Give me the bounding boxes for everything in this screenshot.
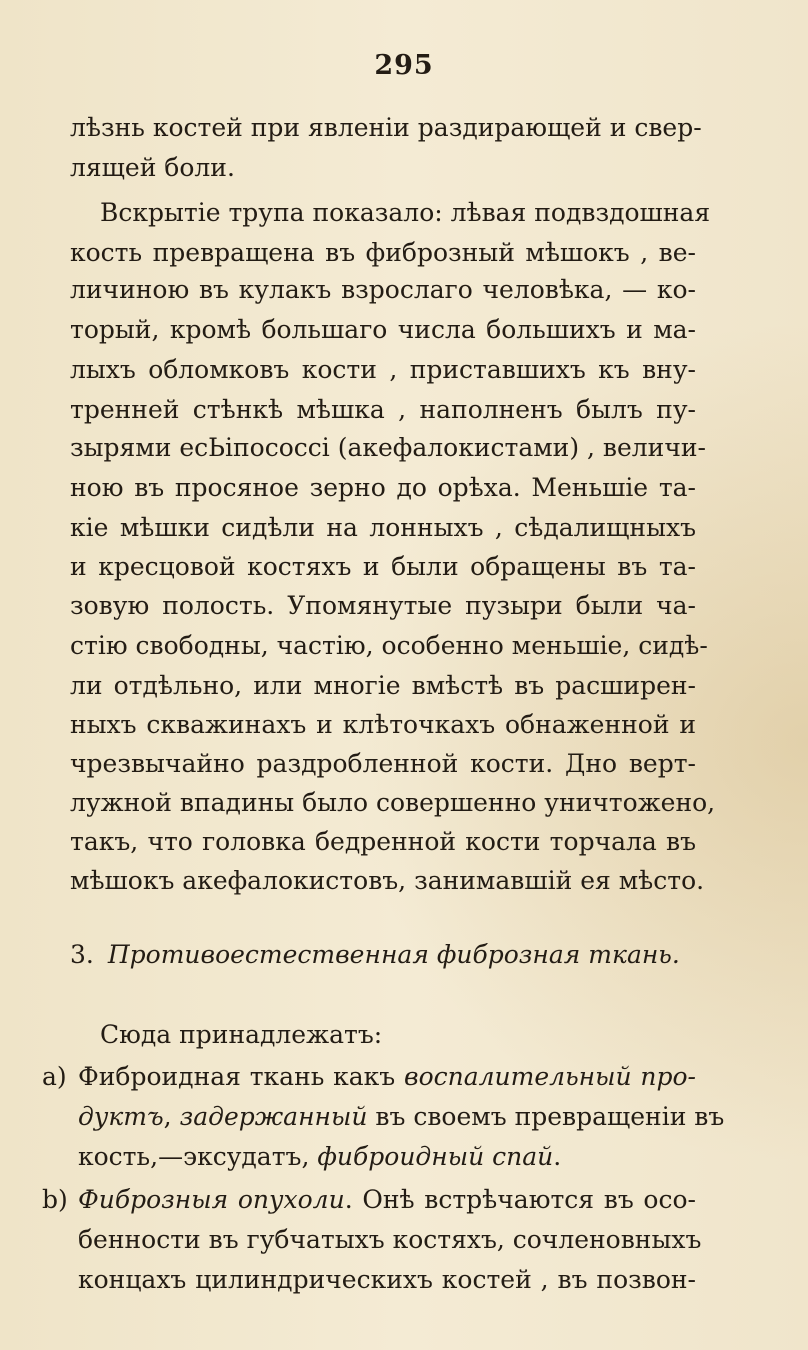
text-span: , bbox=[163, 1102, 180, 1131]
text-span: Фиброидная ткань какъ bbox=[78, 1062, 405, 1091]
item-b-line-2: бенности въ губчатыхъ костяхъ, сочленовныхъ bbox=[78, 1225, 702, 1254]
text-line: чрезвычайно раздробленной кости. Дно верт- bbox=[70, 749, 696, 778]
text-line: стію свободны, частію, особенно меньшіе, сидѣ- bbox=[70, 631, 708, 660]
text-line: ли отдѣльно, или многіе вмѣстѣ въ расширен- bbox=[70, 671, 696, 700]
text-line: Вскрытіе трупа показало: лѣвая подвздошная bbox=[100, 198, 711, 227]
text-span: въ своемъ превращеніи въ bbox=[367, 1102, 725, 1131]
text-line: личиною въ кулакъ взрослаго человѣка, — ко- bbox=[70, 275, 696, 304]
text-line: такъ, что головка бедренной кости торчала въ bbox=[70, 827, 696, 856]
section-title: Противоестественная фиброзная ткань. bbox=[107, 940, 680, 969]
section-number: 3. bbox=[70, 940, 94, 969]
page-number: 295 bbox=[374, 50, 434, 81]
text-line: лужной впадины было совершенно уничтожено, bbox=[70, 788, 716, 817]
italic-span: Фиброзныя опухоли bbox=[78, 1185, 345, 1214]
list-marker-a: a) bbox=[42, 1062, 67, 1091]
text-span: кость,—эксудатъ, bbox=[78, 1142, 318, 1171]
text-line: ною въ просяное зерно до орѣха. Меньшіе та- bbox=[70, 473, 696, 502]
italic-span: воспалительный про- bbox=[404, 1062, 697, 1091]
italic-span: фиброидный спай bbox=[317, 1142, 554, 1171]
text-line: ныхъ скважинахъ и клѣточкахъ обнаженной и bbox=[70, 710, 696, 739]
list-marker-b: b) bbox=[42, 1185, 68, 1214]
text-line: торый, кромѣ большаго числа большихъ и ма- bbox=[70, 315, 696, 344]
text-line: зырями есЬіпососсі (акефалокистами) , величи- bbox=[70, 433, 706, 462]
item-a-line-2 bbox=[78, 1097, 725, 1137]
section-heading bbox=[70, 935, 680, 975]
italic-span: дуктъ bbox=[78, 1102, 164, 1131]
text-line: и кресцовой костяхъ и были обращены въ та- bbox=[70, 552, 696, 581]
text-line: лящей боли. bbox=[70, 153, 235, 182]
intro-line: Сюда принадлежатъ: bbox=[100, 1020, 383, 1049]
text-line: кіе мѣшки сидѣли на лонныхъ , сѣдалищныхъ bbox=[70, 513, 696, 542]
item-a-line-3 bbox=[78, 1137, 696, 1177]
text-line: тренней стѣнкѣ мѣшка , наполненъ былъ пу- bbox=[70, 395, 696, 424]
item-a-line-1 bbox=[78, 1057, 696, 1097]
text-span: . Онѣ встрѣчаются въ осо- bbox=[344, 1185, 696, 1214]
text-line: лѣзнь костей при явленіи раздирающей и свер- bbox=[70, 113, 702, 142]
text-line: кость превращена въ фиброзный мѣшокъ , ве- bbox=[70, 238, 696, 267]
item-b-line-1 bbox=[78, 1180, 696, 1220]
text-line: мѣшокъ акефалокистовъ, занимавшій ея мѣсто. bbox=[70, 866, 705, 895]
italic-span: задержанный bbox=[179, 1102, 368, 1131]
text-line: лыхъ обломковъ кости , приставшихъ къ вну- bbox=[70, 355, 696, 384]
item-b-line-3: концахъ цилиндрическихъ костей , въ позвон- bbox=[78, 1265, 696, 1294]
text-span: . bbox=[553, 1142, 562, 1171]
text-line: зовую полость. Упомянутые пузыри были ча- bbox=[70, 591, 696, 620]
